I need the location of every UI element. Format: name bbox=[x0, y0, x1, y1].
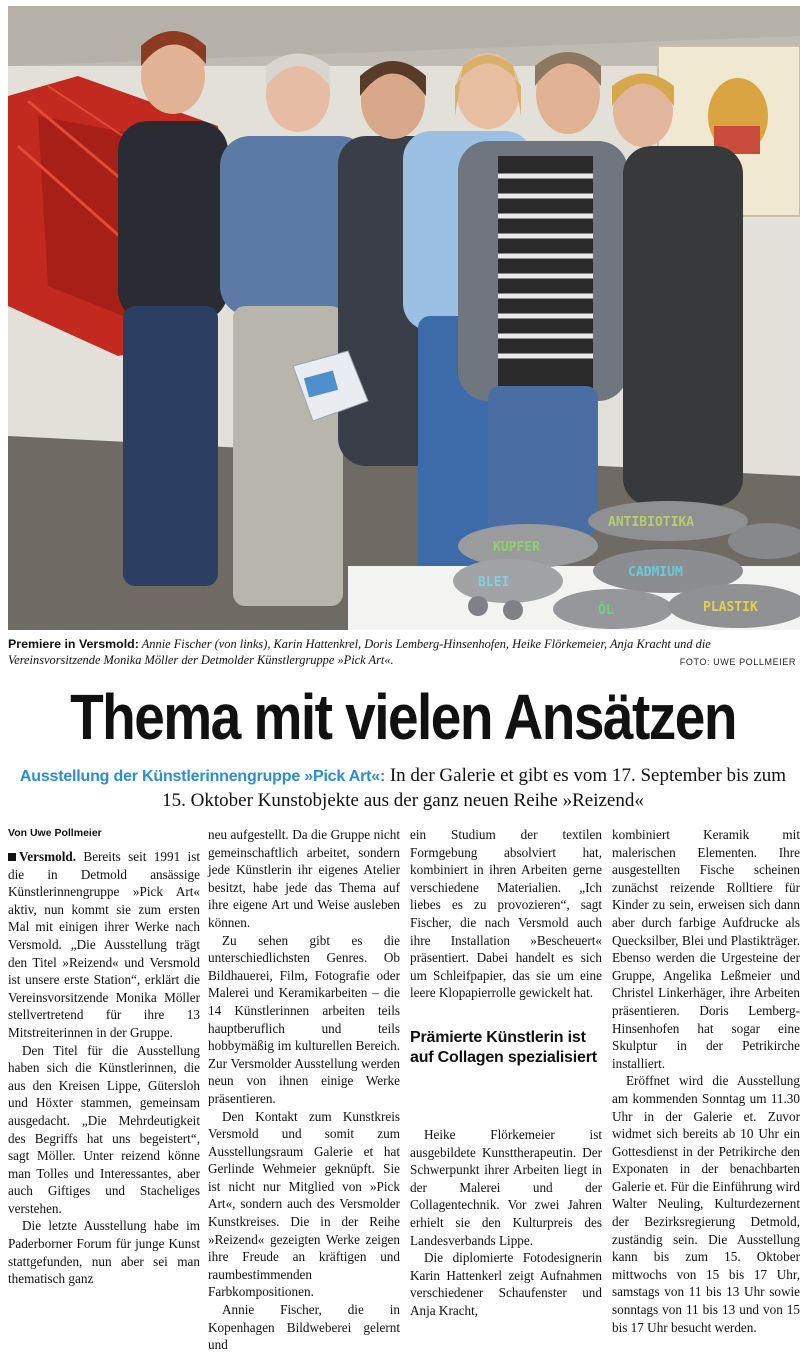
svg-text:ÖL: ÖL bbox=[598, 603, 614, 618]
paragraph-marker-icon bbox=[8, 853, 16, 861]
svg-text:KUPFER: KUPFER bbox=[493, 540, 540, 555]
headline: Thema mit vielen Ansätzen bbox=[70, 681, 736, 753]
svg-text:CADMIUM: CADMIUM bbox=[628, 565, 683, 580]
dateline: Versmold. bbox=[19, 849, 77, 864]
photo-illustration bbox=[8, 6, 800, 630]
subheadline-text: In der Galerie et gibt es vom 17. September bis zum 15. Oktober Kunstobjekte aus der ganz neuen Reihe »Reizend« bbox=[162, 765, 787, 811]
caption-lead: Premiere in Versmold: bbox=[8, 637, 139, 651]
caption-text: Annie Fischer (von links), Karin Hattenkrel, Doris Lemberg-Hinsenhofen, Heike Flörkemeier, Anja Kracht und die Vereinsvorsitzende Monika Möller der Detmolder Künstlergruppe »Pick Art«. bbox=[8, 637, 711, 667]
paragraph: Eröffnet wird die Ausstellung am kommenden Sonntag um 11.30 Uhr in der Galerie et. Zuvor widmet sich bereits ab 10 Uhr ein Gottesdienst in der Petrikirche den Exponaten in der benachbarten Galerie et. Für die Einführung wird Walter Neuling, Kulturdezernent der Bezirksregierung Detmold, zuständig sein. Die Ausstellung kann bis zum 15. Oktober mittwochs von 15 bis 17 Uhr, samstags von 11 bis 13 Uhr sowie sonntags von 11 bis 13 und von 15 bis 17 Uhr besucht werden. bbox=[612, 1073, 800, 1335]
byline: Von Uwe Pollmeier bbox=[8, 827, 102, 839]
paragraph: Versmold. Bereits seit 1991 ist die in Detmold ansässige Künstlerinnengruppe »Pick Art« aktiv, nun kommt sie zum ersten Mal mit einigen ihrer Werke nach Versmold. „Die Ausstellung trägt den Titel »Reizend« und Versmold ist unsere erste Station“, erklärt die Vereinsvorsitzende Monika Möller stellvertretend für ihre 13 Mitstreiterinnen in der Gruppe. bbox=[8, 849, 200, 1040]
subheadline-kicker: Ausstellung der Künstlerinnengruppe »Pick Art«: bbox=[19, 768, 386, 785]
paragraph: Die letzte Ausstellung habe im Paderborner Forum für junge Kunst stattgefunden, nun aber sei man thematisch ganz bbox=[8, 1218, 200, 1287]
subheadline bbox=[10, 764, 796, 813]
paragraph: Den Kontakt zum Kunstkreis Versmold und somit zum Ausstellungsraum Galerie et hat Gerlinde Wehmeier geknüpft. Sie ist nicht nur Mitglied von »Pick Art«, sondern auch des Versmolder Kunstkreises. Die in der Reihe »Reizend« gezeigten Werke zeigen ihre Freude an kräftigen und raumbestimmenden Farbkompositionen. bbox=[208, 1108, 400, 1300]
svg-text:ANTIBIOTIKA: ANTIBIOTIKA bbox=[608, 515, 695, 530]
paragraph: Die diplomierte Fotodesignerin Karin Hattenkerl zeigt Aufnahmen verschiedener Schaufenster und Anja Kracht, bbox=[410, 1250, 602, 1318]
intermediate-heading: Prämierte Künstlerin ist auf Collagen spezialisiert bbox=[410, 1028, 597, 1066]
article-column-3 bbox=[410, 826, 602, 1319]
paragraph: neu aufgestellt. Da die Gruppe nicht gemeinschaftlich arbeitet, sondern jede Künstlerin ihr eigenes Atelier besitzt, habe jede das Thema auf ihre eigene Art und Weise ausleben können. bbox=[208, 827, 400, 930]
paragraph: Heike Flörkemeier ist ausgebildete Kunsttherapeutin. Der Schwerpunkt ihrer Arbeiten liegt in der Malerei und der Collagentechnik. Vor zwei Jahren erhielt sie den Kulturpreis des Landesverbands Lippe. bbox=[410, 1126, 602, 1248]
article-column-2 bbox=[208, 826, 400, 1354]
svg-text:PLASTIK: PLASTIK bbox=[703, 600, 758, 615]
svg-text:BLEI: BLEI bbox=[478, 575, 510, 590]
paragraph: ein Studium der textilen Formgebung absolviert hat, kombiniert in ihren Arbeiten gerne verschiedene Materialien. „Ich liebes es zu provozieren“, sagt Fischer, die nach Versmold auch ihre Installation »Bescheuert« präsentiert. Dabei handelt es sich um Schleifpapier, das sie um eine leere Klopapierrolle gewickelt hat. bbox=[410, 827, 602, 1001]
paragraph: Annie Fischer, die in Kopenhagen Bildweberei gelernt und bbox=[208, 1302, 400, 1353]
paragraph: Den Titel für die Ausstellung haben sich die Künstlerinnen, die aus den Kreisen Lippe, Gütersloh und Höxter stammen, gemeinsam ausgedacht. „Die Mehrdeutigkeit des Begriffs hat uns begeistert“, sagt Möller. Unter reizend könne man Tolles und Interessantes, aber auch Giftiges und Stacheliges verstehen. bbox=[8, 1042, 200, 1216]
article-column-1 bbox=[8, 826, 200, 1288]
paragraph: Zu sehen gibt es die unterschiedlichsten Genres. Ob Bildhauerei, Film, Fotografie oder Malerei und Keramikarbeiten – die 14 Künstlerinnen arbeiten teils hauptberuflich und teils hobbymäßig im kulturellen Bereich. Zur Versmolder Ausstellung werden neun von ihnen einige Werke präsentieren. bbox=[208, 932, 400, 1106]
article-photo bbox=[8, 6, 800, 630]
article-column-4 bbox=[612, 826, 800, 1336]
paragraph: kombiniert Keramik mit malerischen Elementen. Ihre ausgestellten Fische scheinen zunächst reizende Rolltiere für Kinder zu sein, erweisen sich dann aber durch farbige Aufdrucke als Quecksilber, Blei und Plastikträger. Ebenso werden die Urgesteine der Gruppe, Angelika Leßmeier und Christel Linkerhäger, ihre Arbeiten präsentieren. Doris Lemberg-Hinsenhofen hat sogar eine Skulptur in der Petrikirche installiert. bbox=[612, 827, 800, 1071]
photo-credit: FOTO: UWE POLLMEIER bbox=[679, 657, 796, 667]
